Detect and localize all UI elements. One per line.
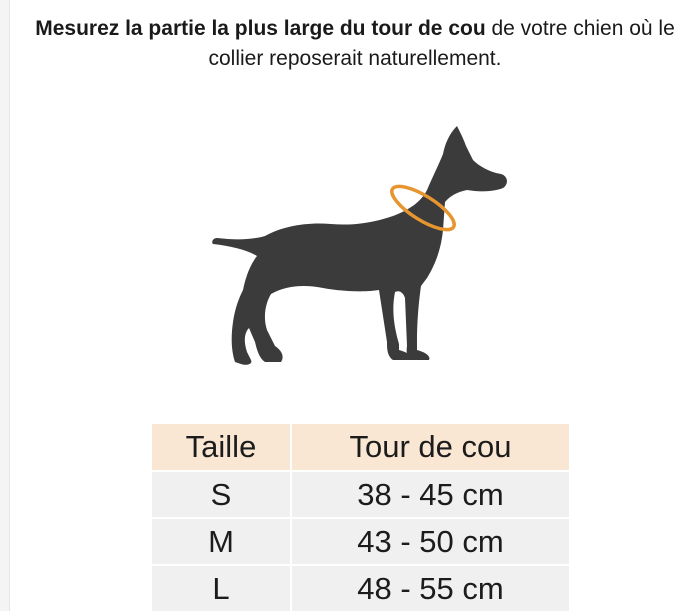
size-cell: S [152,470,292,517]
measurement-instruction [14,14,696,74]
instruction-bold-text: Mesurez la partie la plus large du tour de cou [35,17,486,40]
dog-illustration [195,80,535,380]
column-header-size: Taille [152,424,292,470]
dog-silhouette-icon [212,126,507,365]
neck-cell: 38 - 45 cm [292,470,569,517]
column-header-neck: Tour de cou [292,424,569,470]
dog-illustration-svg [195,80,535,380]
size-table-header-row [152,424,569,470]
neck-cell: 48 - 55 cm [292,564,569,611]
size-cell: L [152,564,292,611]
table-row [152,470,569,517]
neck-cell: 43 - 50 cm [292,517,569,564]
left-divider [0,0,10,611]
table-row [152,517,569,564]
size-table [152,424,569,611]
instruction-text: de votre chien où le collier reposerait naturellement. [208,17,675,70]
table-row [152,564,569,611]
size-cell: M [152,517,292,564]
